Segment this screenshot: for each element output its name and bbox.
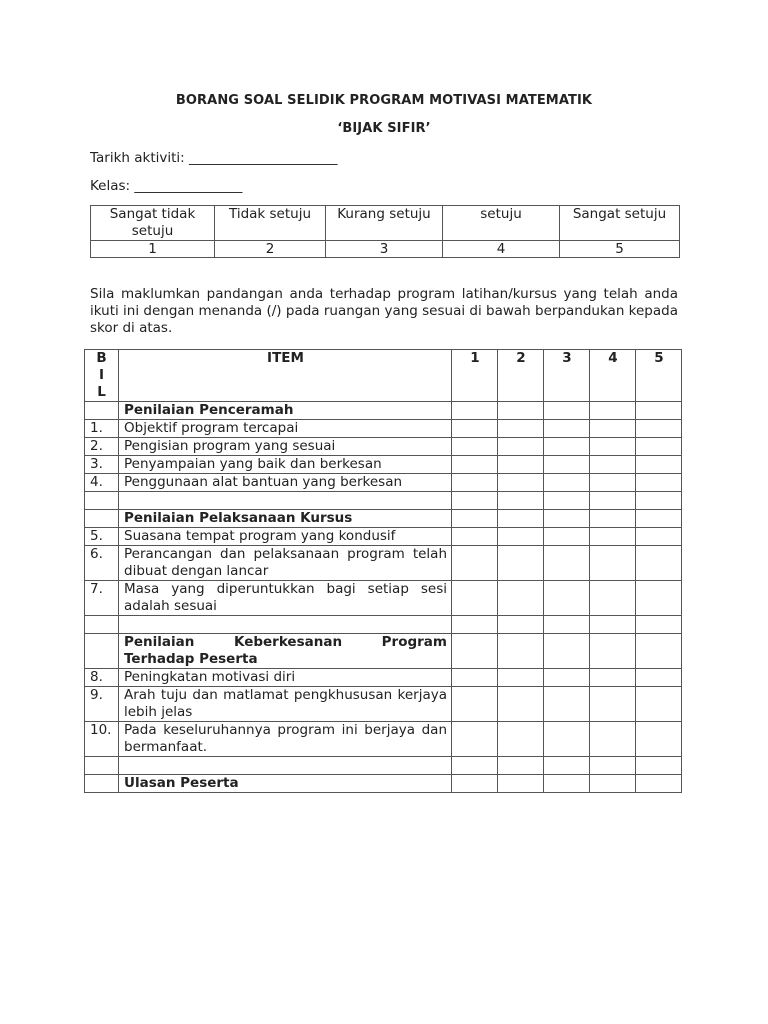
rating-checkbox-cell[interactable] — [544, 634, 590, 669]
row-number: 4. — [85, 474, 119, 492]
row-item-text: Pada keseluruhannya program ini berjaya dan bermanfaat. — [119, 722, 452, 757]
row-item-text: Suasana tempat program yang kondusif — [119, 528, 452, 546]
class-field: Kelas: ________________ — [90, 178, 243, 194]
scale-label: Tidak setuju — [215, 206, 326, 241]
rating-checkbox-cell[interactable] — [452, 420, 498, 438]
rating-checkbox-cell[interactable] — [544, 546, 590, 581]
row-item-text: Masa yang diperuntukkan bagi setiap sesi adalah sesuai — [119, 581, 452, 616]
row-number: 2. — [85, 438, 119, 456]
row-item-text: Penyampaian yang baik dan berkesan — [119, 456, 452, 474]
header-rating: 2 — [498, 350, 544, 402]
rating-checkbox-cell[interactable] — [498, 581, 544, 616]
rating-checkbox-cell[interactable] — [590, 722, 636, 757]
rating-checkbox-cell[interactable] — [452, 775, 498, 793]
row-number: 3. — [85, 456, 119, 474]
rating-checkbox-cell[interactable] — [452, 616, 498, 634]
rating-checkbox-cell[interactable] — [452, 474, 498, 492]
rating-checkbox-cell[interactable] — [636, 528, 682, 546]
empty-cell — [119, 492, 452, 510]
blank-row — [85, 757, 682, 775]
rating-checkbox-cell[interactable] — [636, 687, 682, 722]
rating-checkbox-cell[interactable] — [498, 669, 544, 687]
header-rating: 3 — [544, 350, 590, 402]
empty-cell — [85, 757, 119, 775]
rating-checkbox-cell[interactable] — [452, 546, 498, 581]
rating-checkbox-cell[interactable] — [636, 581, 682, 616]
rating-checkbox-cell[interactable] — [452, 722, 498, 757]
rating-checkbox-cell[interactable] — [636, 456, 682, 474]
header-bil: BIL — [85, 350, 119, 402]
scale-label: Kurang setuju — [326, 206, 443, 241]
table-row — [85, 456, 682, 474]
rating-checkbox-cell[interactable] — [590, 687, 636, 722]
rating-checkbox-cell[interactable] — [636, 492, 682, 510]
table-row — [85, 687, 682, 722]
rating-checkbox-cell[interactable] — [590, 528, 636, 546]
header-rating: 1 — [452, 350, 498, 402]
rating-checkbox-cell[interactable] — [636, 546, 682, 581]
instructions-paragraph: Sila maklumkan pandangan anda terhadap program latihan/kursus yang telah anda ikuti ini dengan menanda (/) pada ruangan yang sesuai di bawah berpandukan kepada skor di atas. — [90, 286, 678, 336]
table-row — [85, 581, 682, 616]
rating-checkbox-cell[interactable] — [544, 402, 590, 420]
row-item-text: Perancangan dan pelaksanaan program telah dibuat dengan lancar — [119, 546, 452, 581]
rating-checkbox-cell[interactable] — [636, 420, 682, 438]
rating-checkbox-cell[interactable] — [544, 687, 590, 722]
section-title: Penilaian Pelaksanaan Kursus — [119, 510, 452, 528]
empty-cell — [85, 492, 119, 510]
scale-value: 3 — [326, 241, 443, 258]
rating-checkbox-cell[interactable] — [636, 775, 682, 793]
rating-checkbox-cell[interactable] — [544, 581, 590, 616]
rating-checkbox-cell[interactable] — [590, 456, 636, 474]
empty-cell — [85, 510, 119, 528]
row-number: 6. — [85, 546, 119, 581]
header-rating: 5 — [636, 350, 682, 402]
blank-row — [85, 616, 682, 634]
empty-cell — [85, 634, 119, 669]
rating-checkbox-cell[interactable] — [498, 420, 544, 438]
rating-checkbox-cell[interactable] — [636, 402, 682, 420]
form-subtitle: ‘BIJAK SIFIR’ — [337, 121, 431, 136]
row-item-text: Pengisian program yang sesuai — [119, 438, 452, 456]
rating-checkbox-cell[interactable] — [498, 687, 544, 722]
rating-checkbox-cell[interactable] — [590, 438, 636, 456]
rating-checkbox-cell[interactable] — [636, 474, 682, 492]
rating-checkbox-cell[interactable] — [452, 402, 498, 420]
date-field: Tarikh aktiviti: ______________________ — [90, 150, 338, 166]
section-title: Penilaian Penceramah — [119, 402, 452, 420]
table-row — [85, 669, 682, 687]
rating-checkbox-cell[interactable] — [590, 510, 636, 528]
scale-value: 2 — [215, 241, 326, 258]
rating-checkbox-cell[interactable] — [590, 757, 636, 775]
row-item-text: Penggunaan alat bantuan yang berkesan — [119, 474, 452, 492]
rating-checkbox-cell[interactable] — [636, 438, 682, 456]
rating-checkbox-cell[interactable] — [544, 510, 590, 528]
rating-checkbox-cell[interactable] — [544, 757, 590, 775]
rating-checkbox-cell[interactable] — [590, 546, 636, 581]
section-row — [85, 402, 682, 420]
table-row — [85, 420, 682, 438]
rating-checkbox-cell[interactable] — [636, 669, 682, 687]
rating-checkbox-cell[interactable] — [452, 669, 498, 687]
rating-checkbox-cell[interactable] — [498, 634, 544, 669]
rating-checkbox-cell[interactable] — [590, 581, 636, 616]
empty-cell — [85, 616, 119, 634]
empty-cell — [85, 775, 119, 793]
table-row — [85, 546, 682, 581]
rating-checkbox-cell[interactable] — [636, 757, 682, 775]
row-number: 8. — [85, 669, 119, 687]
rating-checkbox-cell[interactable] — [544, 528, 590, 546]
rating-scale-table — [90, 205, 680, 258]
form-title: BORANG SOAL SELIDIK PROGRAM MOTIVASI MATEMATIK — [175, 93, 593, 108]
evaluation-table — [84, 349, 682, 793]
empty-cell — [119, 757, 452, 775]
rating-checkbox-cell[interactable] — [636, 634, 682, 669]
rating-checkbox-cell[interactable] — [636, 722, 682, 757]
rating-checkbox-cell[interactable] — [544, 669, 590, 687]
rating-checkbox-cell[interactable] — [544, 722, 590, 757]
row-item-text: Objektif program tercapai — [119, 420, 452, 438]
rating-checkbox-cell[interactable] — [590, 634, 636, 669]
rating-checkbox-cell[interactable] — [590, 616, 636, 634]
rating-checkbox-cell[interactable] — [590, 669, 636, 687]
rating-checkbox-cell[interactable] — [452, 757, 498, 775]
rating-checkbox-cell[interactable] — [452, 528, 498, 546]
table-row — [85, 528, 682, 546]
scale-label: setuju — [443, 206, 560, 241]
scale-label: Sangat tidak setuju — [91, 206, 215, 241]
rating-checkbox-cell[interactable] — [498, 528, 544, 546]
rating-checkbox-cell[interactable] — [590, 492, 636, 510]
rating-checkbox-cell[interactable] — [544, 616, 590, 634]
rating-checkbox-cell[interactable] — [498, 438, 544, 456]
rating-checkbox-cell[interactable] — [590, 474, 636, 492]
blank-row — [85, 492, 682, 510]
section-row — [85, 634, 682, 669]
rating-checkbox-cell[interactable] — [498, 456, 544, 474]
rating-checkbox-cell[interactable] — [498, 722, 544, 757]
rating-checkbox-cell[interactable] — [544, 420, 590, 438]
rating-checkbox-cell[interactable] — [452, 438, 498, 456]
scale-value: 5 — [560, 241, 680, 258]
table-row — [85, 474, 682, 492]
rating-checkbox-cell[interactable] — [590, 775, 636, 793]
rating-checkbox-cell[interactable] — [452, 687, 498, 722]
rating-checkbox-cell[interactable] — [498, 757, 544, 775]
row-item-text: Arah tuju dan matlamat pengkhususan kerjaya lebih jelas — [119, 687, 452, 722]
row-number: 7. — [85, 581, 119, 616]
rating-checkbox-cell[interactable] — [498, 474, 544, 492]
section-title: Ulasan Peserta — [119, 775, 452, 793]
rating-checkbox-cell[interactable] — [498, 402, 544, 420]
rating-checkbox-cell[interactable] — [636, 616, 682, 634]
rating-checkbox-cell[interactable] — [544, 438, 590, 456]
rating-checkbox-cell[interactable] — [452, 581, 498, 616]
row-number: 1. — [85, 420, 119, 438]
rating-checkbox-cell[interactable] — [498, 546, 544, 581]
section-row — [85, 510, 682, 528]
rating-checkbox-cell[interactable] — [452, 456, 498, 474]
rating-checkbox-cell[interactable] — [544, 474, 590, 492]
rating-checkbox-cell[interactable] — [498, 510, 544, 528]
rating-checkbox-cell[interactable] — [498, 775, 544, 793]
header-item: ITEM — [119, 350, 452, 402]
section-row — [85, 775, 682, 793]
rating-checkbox-cell[interactable] — [636, 510, 682, 528]
section-title: Penilaian Keberkesanan Program Terhadap Peserta — [119, 634, 452, 669]
empty-cell — [85, 402, 119, 420]
empty-cell — [119, 616, 452, 634]
rating-checkbox-cell[interactable] — [498, 492, 544, 510]
rating-checkbox-cell[interactable] — [452, 510, 498, 528]
header-rating: 4 — [590, 350, 636, 402]
row-number: 9. — [85, 687, 119, 722]
rating-checkbox-cell[interactable] — [544, 775, 590, 793]
scale-value: 4 — [443, 241, 560, 258]
rating-checkbox-cell[interactable] — [544, 456, 590, 474]
rating-checkbox-cell[interactable] — [590, 402, 636, 420]
row-number: 10. — [85, 722, 119, 757]
scale-value: 1 — [91, 241, 215, 258]
row-item-text: Peningkatan motivasi diri — [119, 669, 452, 687]
rating-checkbox-cell[interactable] — [452, 634, 498, 669]
row-number: 5. — [85, 528, 119, 546]
rating-checkbox-cell[interactable] — [498, 616, 544, 634]
table-row — [85, 722, 682, 757]
scale-label: Sangat setuju — [560, 206, 680, 241]
rating-checkbox-cell[interactable] — [590, 420, 636, 438]
table-row — [85, 438, 682, 456]
rating-checkbox-cell[interactable] — [452, 492, 498, 510]
rating-checkbox-cell[interactable] — [544, 492, 590, 510]
